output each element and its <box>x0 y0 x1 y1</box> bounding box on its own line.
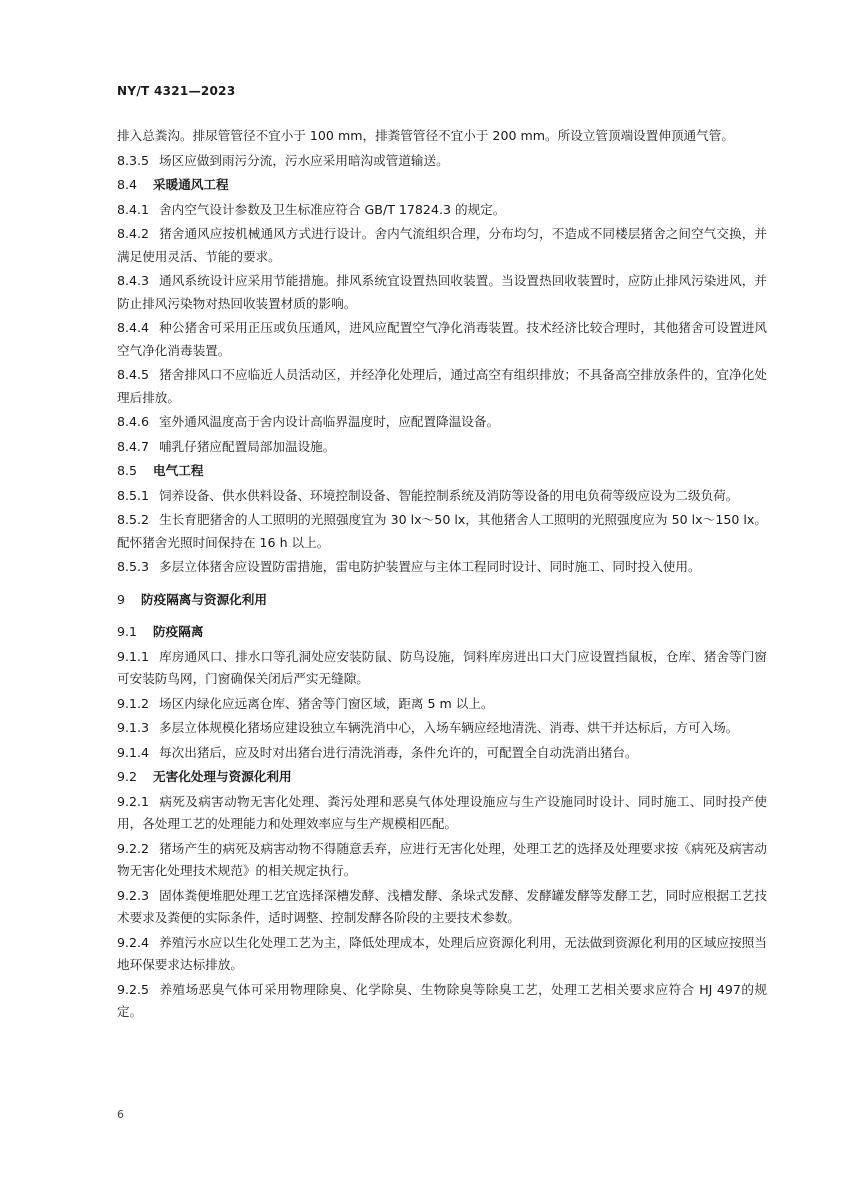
clause-text: 病死及病害动物无害化处理、粪污处理和恶臭气体处理设施应与生产设施同时设计、同时施工、同时投产使用，各处理工艺的处理能力和处理效率应与生产规模相匹配。 <box>117 793 767 831</box>
clause-number: 8.4.4 <box>117 320 150 335</box>
clause-number: 8.4.1 <box>117 201 150 217</box>
clause-paragraph <box>117 364 767 409</box>
clause-text: 多层立体规模化猪场应建设独立车辆洗消中心，入场车辆应经地清洗、消毒、烘干并达标后，方可入场。 <box>159 720 739 735</box>
clause-number: 8.5.2 <box>117 512 150 527</box>
clause-number: 8.4.7 <box>117 438 150 454</box>
clause-text: 养殖场恶臭气体可采用物理除臭、化学除臭、生物除臭等除臭工艺，处理工艺相关要求应符合 HJ 497的规定。 <box>117 981 767 1019</box>
clause-number: 9.1.4 <box>117 744 150 760</box>
clause-text: 电气工程 <box>153 463 204 478</box>
clause-text: 每次出猪后，应及时对出猪台进行清洗消毒，条件允许的，可配置全自动洗消出猪台。 <box>159 744 638 760</box>
clause-paragraph <box>117 556 767 579</box>
clause-paragraph <box>117 742 767 765</box>
clause-number: 9.2.1 <box>117 793 150 809</box>
clause-text: 场区应做到雨污分流，污水应采用暗沟或管道输送。 <box>159 152 449 168</box>
clause-number: 9.1.2 <box>117 695 150 711</box>
clause-paragraph <box>117 646 767 691</box>
clause-paragraph <box>117 693 767 716</box>
clause-number: 9.2.4 <box>117 934 150 950</box>
clause-text: 多层立体猪舍应设置防雷措施，雷电防护装置应与主体工程同时设计、同时施工、同时投入使用。 <box>159 559 701 574</box>
clause-number: 8.4.2 <box>117 226 150 241</box>
clause-paragraph <box>117 791 767 836</box>
clause-number: 8.5.1 <box>117 487 150 503</box>
section-heading <box>117 174 767 197</box>
clause-paragraph <box>117 932 767 977</box>
clause-text: 猪舍通风应按机械通风方式进行设计。舍内气流组织合理，分布均匀，不造成不同楼层猪舍之间空气交换，并满足使用灵活、节能的要求。 <box>117 226 767 264</box>
section-heading <box>117 621 767 644</box>
clause-paragraph <box>117 411 767 434</box>
document-code-header: NY/T 4321—2023 <box>117 84 236 98</box>
clause-text: 养殖污水应以生化处理工艺为主，降低处理成本，处理后应资源化利用，无法做到资源化利用的区域应按照当地环保要求达标排放。 <box>117 934 767 972</box>
clause-number: 8.5.3 <box>117 559 150 574</box>
clause-text: 通风系统设计应采用节能措施。排风系统宜设置热回收装置。当设置热回收装置时，应防止排风污染进风，并防止排风污染物对热回收装置材质的影响。 <box>117 273 767 311</box>
clause-number: 8.3.5 <box>117 152 150 168</box>
clause-number: 9.1.1 <box>117 648 150 664</box>
clause-text: 采暖通风工程 <box>153 177 229 192</box>
clause-paragraph <box>117 270 767 315</box>
clause-text: 防疫隔离 <box>153 624 204 639</box>
clause-text: 库房通风口、排水口等孔洞处应安装防鼠、防鸟设施，饲料库房进出口大门应设置挡鼠板，仓库、猪舍等门窗可安装防鸟网，门窗确保关闭后严实无缝隙。 <box>117 648 767 686</box>
clause-number: 8.4 <box>117 177 138 192</box>
clause-number: 9.1 <box>117 624 138 639</box>
page-number: 6 <box>117 1108 124 1121</box>
clause-number: 9.2.5 <box>117 981 150 997</box>
document-body <box>117 125 767 1026</box>
clause-paragraph <box>117 885 767 930</box>
clause-text: 室外通风温度高于舍内设计高临界温度时，应配置降温设备。 <box>159 414 500 429</box>
clause-number: 9.2 <box>117 769 138 784</box>
clause-number: 9.1.3 <box>117 720 150 735</box>
clause-paragraph <box>117 150 767 173</box>
clause-text: 防疫隔离与资源化利用 <box>141 591 267 607</box>
clause-text: 哺乳仔猪应配置局部加温设施。 <box>159 438 336 454</box>
clause-text: 无害化处理与资源化利用 <box>153 769 292 784</box>
clause-text: 种公猪舍可采用正压或负压通风，进风应配置空气净化消毒装置。技术经济比较合理时，其他猪舍可设置进风空气净化消毒装置。 <box>117 320 767 358</box>
clause-paragraph <box>117 317 767 362</box>
clause-text: 固体粪便堆肥处理工艺宜选择深槽发酵、浅槽发酵、条垛式发酵、发酵罐发酵等发酵工艺，同时应根据工艺技术要求及粪便的实际条件，适时调整、控制发酵各阶段的主要技术参数。 <box>117 887 767 925</box>
clause-text: 饲养设备、供水供料设备、环境控制设备、智能控制系统及消防等设备的用电负荷等级应设为二级负荷。 <box>159 487 739 503</box>
clause-paragraph <box>117 509 767 554</box>
clause-paragraph <box>117 717 767 740</box>
clause-number: 9 <box>117 591 126 607</box>
clause-text: 猪舍排风口不应临近人员活动区，并经净化处理后，通过高空有组织排放；不具备高空排放条件的，宜净化处理后排放。 <box>117 367 767 405</box>
clause-text: 场区内绿化应远离仓库、猪舍等门窗区域，距离 5 m 以上。 <box>159 695 494 711</box>
clause-paragraph <box>117 436 767 459</box>
clause-paragraph <box>117 485 767 508</box>
clause-number: 9.2.2 <box>117 840 150 856</box>
clause-number: 9.2.3 <box>117 887 150 903</box>
clause-paragraph <box>117 125 767 148</box>
section-heading <box>117 766 767 789</box>
clause-text: 舍内空气设计参数及卫生标准应符合 GB/T 17824.3 的规定。 <box>159 201 506 217</box>
clause-number: 8.4.5 <box>117 367 150 382</box>
clause-number: 8.5 <box>117 463 138 478</box>
clause-paragraph <box>117 199 767 222</box>
clause-paragraph <box>117 979 767 1024</box>
clause-number: 8.4.6 <box>117 414 150 429</box>
clause-number: 8.4.3 <box>117 273 150 288</box>
clause-text: 排入总粪沟。排尿管管径不宜小于 100 mm，排粪管管径不宜小于 200 mm。所设立管顶端设置伸顶通气管。 <box>117 128 734 143</box>
clause-paragraph <box>117 223 767 268</box>
clause-paragraph <box>117 838 767 883</box>
clause-text: 猪场产生的病死及病害动物不得随意丢弃，应进行无害化处理，处理工艺的选择及处理要求按《病死及病害动物无害化处理技术规范》的相关规定执行。 <box>117 840 767 878</box>
chapter-heading <box>117 589 767 612</box>
clause-text: 生长育肥猪舍的人工照明的光照强度宜为 30 lx～50 lx，其他猪舍人工照明的光照强度应为 50 lx～150 lx。配怀猪舍光照时间保持在 16 h 以上。 <box>117 512 767 550</box>
section-heading <box>117 460 767 483</box>
